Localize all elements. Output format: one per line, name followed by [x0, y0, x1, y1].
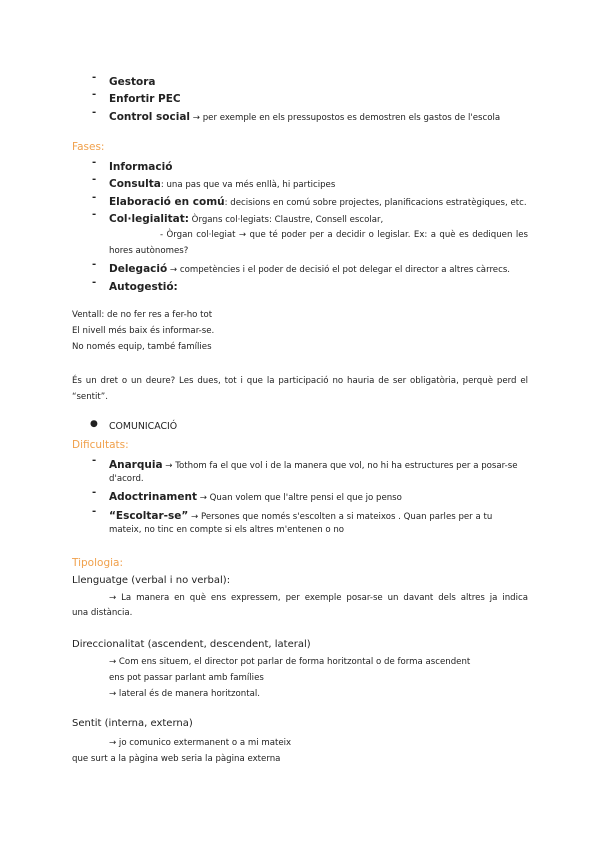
sub-item-line: hores autònomes?: [109, 246, 189, 256]
list-item: [109, 487, 402, 506]
list-dash: -: [92, 259, 97, 270]
list-dash: -: [92, 174, 97, 185]
list-dash: -: [92, 209, 97, 220]
list-item-term: Informació: [109, 161, 173, 173]
list-item-term: Delegació: [109, 263, 168, 275]
list-dash: -: [92, 107, 97, 118]
paragraph-line: ens pot passar parlant amb famílies: [109, 673, 264, 683]
list-dash: -: [92, 72, 97, 83]
list-item-desc: → Persones que només s'escolten a si mateixos . Quan parles per a tu: [188, 512, 493, 522]
fases-heading: Fases:: [72, 141, 105, 153]
subsection-title: Direccionalitat (ascendent, descendent, lateral): [72, 639, 311, 650]
list-item: [109, 107, 500, 126]
list-dash: -: [92, 157, 97, 168]
paragraph-line: → La manera en què ens expressem, per exemple posar-se un davant dels altres ja indica: [109, 593, 528, 603]
list-item-term: Consulta: [109, 178, 161, 190]
section-title: COMUNICACIÓ: [109, 421, 178, 432]
list-item-desc: → Tothom fa el que vol i de la manera que vol, no hi ha estructures per a posar-se: [162, 461, 518, 471]
subsection-title: Llenguatge (verbal i no verbal):: [72, 575, 231, 586]
list-item: [109, 277, 178, 296]
list-item-term: Anarquia: [109, 459, 163, 471]
list-item-term: Adoctrinament: [109, 491, 197, 503]
list-item-term: Col·legialitat:: [109, 213, 189, 225]
paragraph-line: → jo comunico extermanent o a mi mateix: [109, 738, 292, 748]
list-item: [109, 174, 335, 193]
question-line: És un dret o un deure? Les dues, tot i que la participació no hauria de ser obligatòria, perquè perd el: [72, 376, 528, 386]
list-item-term: Control social: [109, 111, 191, 123]
subsection-title: Sentit (interna, externa): [72, 718, 193, 729]
note-line: Ventall: de no fer res a fer-ho tot: [72, 310, 213, 320]
list-item: [109, 209, 383, 228]
paragraph-line: → lateral és de manera horitzontal.: [109, 689, 260, 699]
sub-item-line: - Òrgan col·legiat → que té poder per a decidir o legislar. Ex: a què es dediquen les: [160, 230, 528, 240]
list-item-continuation: mateix, no tinc en compte si els altres m'entenen o no: [109, 525, 345, 535]
note-line: No només equip, també famílies: [72, 342, 212, 352]
list-item-desc: Òrgans col·legiats: Claustre, Consell escolar,: [188, 215, 384, 225]
list-item-desc: → Quan volem que l'altre pensi el que jo penso: [197, 493, 402, 503]
list-dash: -: [92, 277, 97, 288]
list-item: [109, 89, 181, 108]
tipologia-heading: Tipologia:: [72, 557, 123, 569]
note-line: El nivell més baix és informar-se.: [72, 326, 215, 336]
question-line: “sentit”.: [72, 392, 108, 402]
list-item-continuation: d'acord.: [109, 474, 144, 484]
list-item-term: “Escoltar-se”: [109, 510, 189, 522]
list-dash: -: [92, 192, 97, 203]
list-item-desc: → competències i el poder de decisió el pot delegar el director a altres càrrecs.: [167, 265, 511, 275]
list-item-term: Gestora: [109, 76, 156, 88]
list-item-term: Autogestió:: [109, 281, 178, 293]
list-dash: -: [92, 455, 97, 466]
list-dash: -: [92, 506, 97, 517]
list-item-term: Enfortir PEC: [109, 93, 181, 105]
list-item-desc: : decisions en comú sobre projectes, planificacions estratègiques, etc.: [224, 198, 527, 208]
list-item: [109, 259, 510, 278]
bullet-icon: ●: [90, 419, 98, 429]
list-item-desc: → per exemple en els pressupostos es demostren els gastos de l'escola: [190, 113, 501, 123]
list-item: [109, 455, 518, 474]
paragraph-line: que surt a la pàgina web seria la pàgina externa: [72, 754, 281, 764]
list-item-desc: : una pas que va més enllà, hi participes: [160, 180, 336, 190]
paragraph-line: → Com ens situem, el director pot parlar de forma horitzontal o de forma ascendent: [109, 657, 471, 667]
dificultats-heading: Dificultats:: [72, 439, 129, 451]
list-item-term: Elaboració en comú: [109, 196, 225, 208]
list-dash: -: [92, 487, 97, 498]
list-dash: -: [92, 89, 97, 100]
paragraph-line: una distància.: [72, 608, 133, 618]
